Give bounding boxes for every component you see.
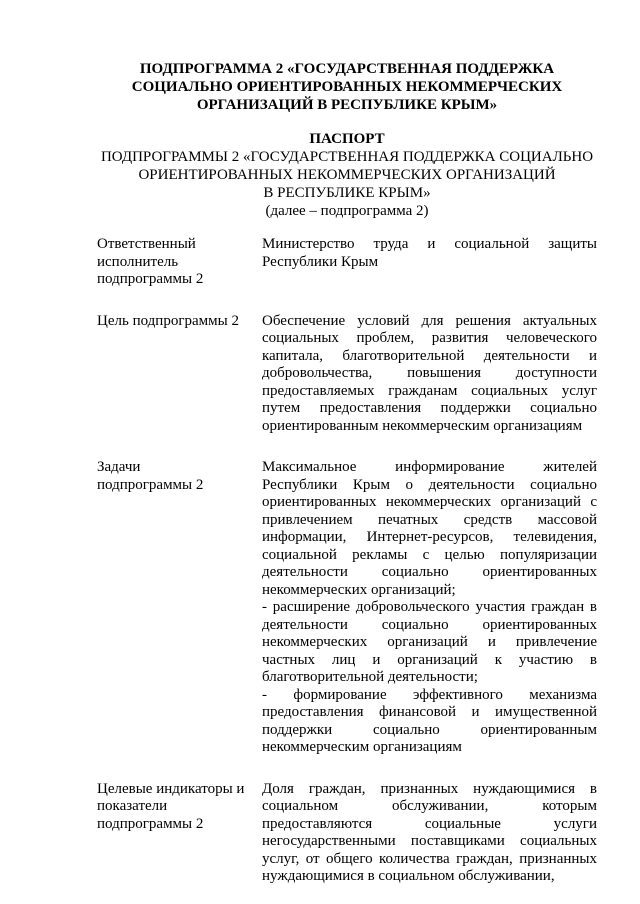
passport-row-goal [97,313,597,436]
passport-header [97,130,597,220]
passport-subtitle-line-3: В РЕСПУБЛИКЕ КРЫМ» [263,185,431,201]
row-label [97,459,262,757]
row-value-paragraph: Министерство труда и социальной защиты Республики Крым [262,236,597,270]
row-label-line: показатели [97,798,168,814]
row-label [97,781,262,886]
row-label-line: подпрограммы 2 [97,815,204,832]
row-value [262,781,597,886]
row-label-line: Задачи [97,459,141,475]
row-value [262,313,597,436]
row-value [262,236,597,289]
row-value-paragraph: Доля граждан, признанных нуждающимися в социальном обслуживании, которым предоставляются социальные услуги негосударственными поставщиками социальных услуг, от общего количества граждан, признанных нуждающимися в социальном обслуживании, [262,780,597,884]
row-value-paragraph: Обеспечение условий для решения актуальных социальных проблем, развития человеческого капитала, благотворительной деятельности и добровольчества, повышения доступности предоставляемых гражданам социальных услуг путем предоставления поддержки социально ориентированным некоммерческим организациям [262,312,597,434]
row-label-line: Цель подпрограммы 2 [97,312,239,329]
row-label-line: подпрограммы 2 [97,476,204,493]
passport-row-target-indicators [97,781,597,886]
row-label-line: исполнитель [97,253,179,270]
row-value [262,459,597,757]
passport-table [97,236,597,886]
document-page [97,60,597,886]
row-label-line: Ответственный [97,236,196,252]
main-title: ПОДПРОГРАММА 2 «ГОСУДАРСТВЕННАЯ ПОДДЕРЖКА СОЦИАЛЬНО ОРИЕНТИРОВАННЫХ НЕКОММЕРЧЕСКИХ ОРГАНИЗАЦИЙ В РЕСПУБЛИКЕ КРЫМ» [131,61,563,113]
passport-subtitle-line-1: ПОДПРОГРАММЫ 2 «ГОСУДАРСТВЕННАЯ ПОДДЕРЖКА СОЦИАЛЬНО [100,149,594,165]
row-value-paragraph: Максимальное информирование жителей Республики Крым о деятельности социально ориентированных некоммерческих организаций с привлечением печатных средств массовой информации, Интернет-ресурсов, телевидения, социальной рекламы с целью популяризации деятельности социально ориентированных некоммерческих организаций; [262,459,597,598]
row-value-paragraph: - расширение добровольческого участия граждан в деятельности социально ориентированных некоммерческих организаций и привлечение частных лиц и организаций к участию в благотворительной деятельности; [262,599,597,685]
passport-subtitle-line-2: ОРИЕНТИРОВАННЫХ НЕКОММЕРЧЕСКИХ ОРГАНИЗАЦИЙ [138,167,556,183]
passport-subtitle-line-4: (далее – подпрограмма 2) [265,203,429,219]
row-label [97,236,262,289]
row-value-paragraph: - формирование эффективного механизма предоставления финансовой и имущественной поддержки социально ориентированным некоммерческим организациям [262,686,597,755]
row-label [97,313,262,436]
row-label-line: Целевые индикаторы и [97,780,245,797]
passport-row-responsible-executor [97,236,597,289]
passport-heading: ПАСПОРТ [309,131,385,147]
row-label-line: подпрограммы 2 [97,271,204,287]
passport-row-tasks [97,459,597,757]
